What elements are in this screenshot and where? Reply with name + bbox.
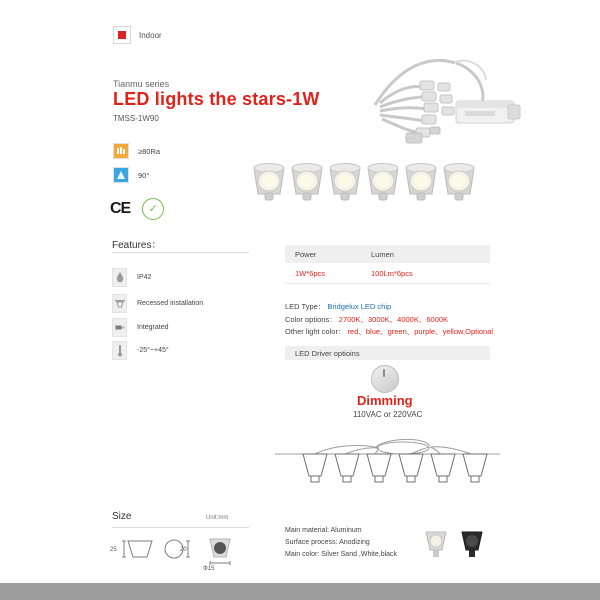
- dimming-voltage: 110VAC or 220VAC: [353, 410, 423, 419]
- cell-lumen: 100Lm*6pcs: [371, 268, 413, 278]
- driver-options-bar: [285, 346, 490, 360]
- thermometer-icon: [112, 341, 127, 360]
- material-info: [285, 525, 397, 561]
- feature-integrated: [112, 318, 169, 337]
- feature-label: Recessed installation: [137, 300, 204, 307]
- spec-table: [285, 245, 490, 284]
- other-color-label: Other light color：: [285, 327, 346, 336]
- dim-diameter-label: Φ15: [203, 566, 215, 572]
- footer-bar: [0, 583, 600, 600]
- table-row: [285, 263, 490, 284]
- led-type-label: LED Type：: [285, 302, 326, 311]
- column-header-lumen: Lumen: [371, 249, 394, 259]
- dim-height-label: 25: [110, 547, 117, 553]
- indoor-label: Indoor: [139, 30, 162, 40]
- lamp-heads-illustration: [250, 160, 500, 210]
- feature-label: IP42: [137, 274, 152, 281]
- size-drawings: [118, 535, 238, 573]
- black-lamp-icon: [462, 532, 482, 557]
- size-unit: Unit:mm: [206, 515, 229, 521]
- surface-line: Surface process: Anodizing: [285, 539, 370, 546]
- spec-beam-angle: [113, 167, 149, 183]
- cri-value: ≥80Ra: [138, 146, 161, 156]
- series-label: Tianmu series: [113, 79, 170, 89]
- beam-angle-icon: [113, 167, 129, 183]
- features-divider: [112, 252, 249, 253]
- installation-diagram: [275, 432, 500, 492]
- material-line: Main material: Aluminum: [285, 527, 362, 534]
- led-type-value: Bridgelux LED chip: [327, 302, 392, 311]
- spec-cri: [113, 143, 160, 159]
- water-drop-icon: [112, 268, 127, 287]
- color-options-line: [285, 314, 448, 325]
- dimmer-knob-icon: [371, 365, 399, 393]
- dim-width-label: 20: [180, 547, 187, 553]
- table-header-row: [285, 245, 490, 263]
- other-color-line: [285, 326, 493, 337]
- feature-label: -25°~+45°: [137, 347, 169, 354]
- feature-installation: [112, 294, 203, 313]
- check-icon: ✓: [148, 202, 158, 215]
- led-type-line: [285, 301, 391, 312]
- dimming-title: Dimming: [357, 393, 413, 408]
- cri-icon: [113, 143, 129, 159]
- model-number: TMSS-1W90: [113, 114, 159, 123]
- feature-ip-rating: [112, 268, 151, 287]
- driver-cable-illustration: [280, 45, 540, 155]
- color-options-value: 2700K、3000K、4000K、6000K: [338, 315, 449, 324]
- page-title: LED lights the stars-1W: [113, 89, 320, 109]
- indoor-badge: [113, 26, 162, 44]
- size-heading: Size: [112, 511, 132, 522]
- other-color-value: red、blue、green、purple、yellow,Optional: [347, 327, 494, 336]
- recessed-icon: [112, 294, 127, 313]
- color-swatch-lamps: [420, 528, 490, 562]
- cell-power: 1W*6pcs: [295, 268, 326, 278]
- integrated-icon: [112, 318, 127, 337]
- size-divider: [112, 527, 249, 528]
- certification-marks: [110, 198, 164, 220]
- column-header-power: Power: [295, 249, 317, 259]
- silver-lamp-icon: [426, 532, 446, 557]
- beam-angle-value: 90°: [138, 170, 150, 180]
- color-options-label: Color options：: [285, 315, 337, 324]
- feature-label: Integrated: [137, 324, 169, 331]
- feature-temperature: [112, 341, 169, 360]
- rohs-mark-icon: [142, 198, 164, 220]
- ce-mark-icon: CE: [110, 200, 131, 217]
- color-line: Main color: Silver Sand ,White,black: [285, 551, 398, 558]
- indoor-icon: [113, 26, 131, 44]
- driver-options-label: LED Driver optioins: [295, 348, 360, 358]
- features-heading: Features：: [112, 240, 162, 251]
